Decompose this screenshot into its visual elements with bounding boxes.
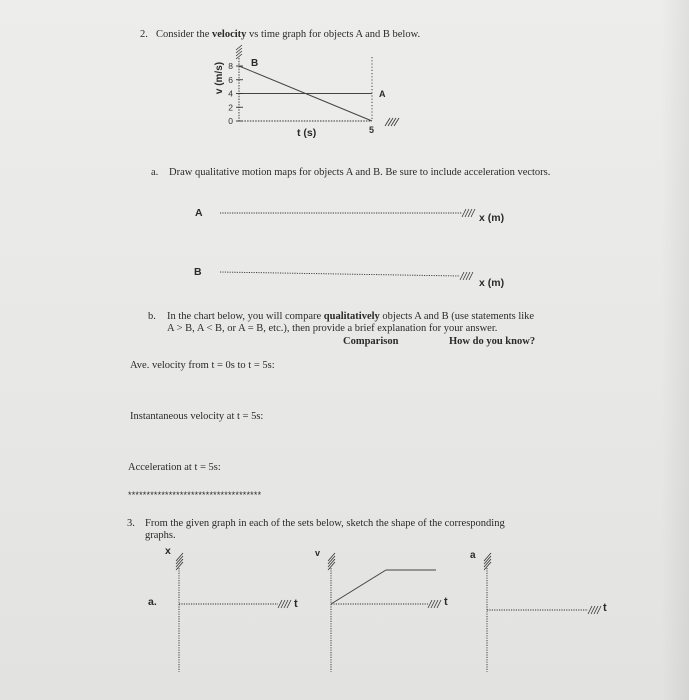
q3-v-t-label: t [444, 596, 448, 608]
part-a-text: Draw qualitative motion maps for objects A and B. Be sure to include acceleration vectors. [169, 167, 551, 178]
q3-x-thatch-icon [278, 600, 291, 608]
motion-map-b-hatch-icon [460, 272, 473, 280]
graph-label-b: B [251, 58, 259, 69]
section-divider: ************************************ [128, 490, 262, 500]
tick-layer [228, 61, 374, 135]
q3-x-yhatch-icon [176, 553, 183, 570]
q2-prompt-post: vs time graph for objects A and B below. [246, 29, 421, 40]
y-tick-label: 4 [228, 88, 233, 99]
motion-map-b-axis [220, 272, 460, 276]
q3-v-thatch-icon [428, 600, 441, 608]
y-tick-label: 2 [228, 102, 233, 113]
motion-map-a-axis-label: x (m) [479, 212, 505, 224]
motion-map-a-label: A [195, 207, 203, 219]
graph-ylabel: v (m/s) [214, 61, 225, 95]
q3-v-rising-line [331, 570, 386, 604]
x-tick-label: 5 [369, 125, 375, 135]
part-b-line1-post: objects A and B (use statements like [379, 311, 535, 322]
x-axis-hatch-icon [385, 118, 399, 126]
y-tick-label: 6 [228, 74, 233, 85]
q2-prompt-bold: velocity [212, 29, 247, 40]
motion-map-a-hatch-icon [462, 209, 475, 217]
q3-a-thatch-icon [588, 606, 601, 614]
part-b-line2: A > B, A < B, or A = B, etc.), then provide a brief explanation for your answer. [167, 323, 498, 334]
part-b-letter: b. [148, 311, 156, 322]
q3-a-t-label: t [603, 602, 607, 614]
q3-set-letter: a. [148, 596, 157, 608]
y-tick-label: 8 [228, 61, 233, 71]
q2-prompt-pre: Consider the [156, 29, 212, 40]
q3-x-graph [176, 553, 291, 672]
col-comparison-header: Comparison [343, 336, 399, 347]
part-b-line1 [167, 311, 534, 323]
series-layer [239, 66, 372, 121]
q3-v-label: v [315, 548, 321, 558]
q3-x-t-label: t [294, 598, 298, 610]
q3-a-yhatch-icon [484, 553, 491, 570]
graph-xlabel: t (s) [297, 127, 317, 139]
y-tick-label: 0 [228, 116, 233, 126]
row-acceleration: Acceleration at t = 5s: [128, 462, 221, 473]
part-a-letter: a. [151, 167, 159, 178]
q3-v-yhatch-icon [328, 553, 335, 570]
part-b-line1-pre: In the chart below, you will compare [167, 311, 324, 322]
part-b-line1-bold: qualitatively [323, 311, 380, 322]
q3-line2: graphs. [145, 530, 176, 541]
row-instantaneous-velocity: Instantaneous velocity at t = 5s: [130, 411, 264, 422]
q3-a-graph [484, 553, 601, 672]
row-ave-velocity: Ave. velocity from t = 0s to t = 5s: [130, 360, 275, 371]
motion-map-b-axis-label: x (m) [479, 277, 505, 289]
graph-label-a: A [379, 89, 386, 99]
motion-map-b-label: B [194, 266, 202, 278]
q3-v-graph [328, 553, 441, 672]
q3-line1: From the given graph in each of the sets below, sketch the shape of the corresponding [145, 518, 505, 529]
q3-a-label: a [470, 550, 476, 561]
y-axis-hatch-icon [236, 45, 242, 59]
q3-number: 3. [127, 518, 135, 529]
q3-x-label: x [165, 545, 171, 557]
q2-number: 2. [140, 29, 148, 40]
col-how-header: How do you know? [449, 336, 536, 347]
